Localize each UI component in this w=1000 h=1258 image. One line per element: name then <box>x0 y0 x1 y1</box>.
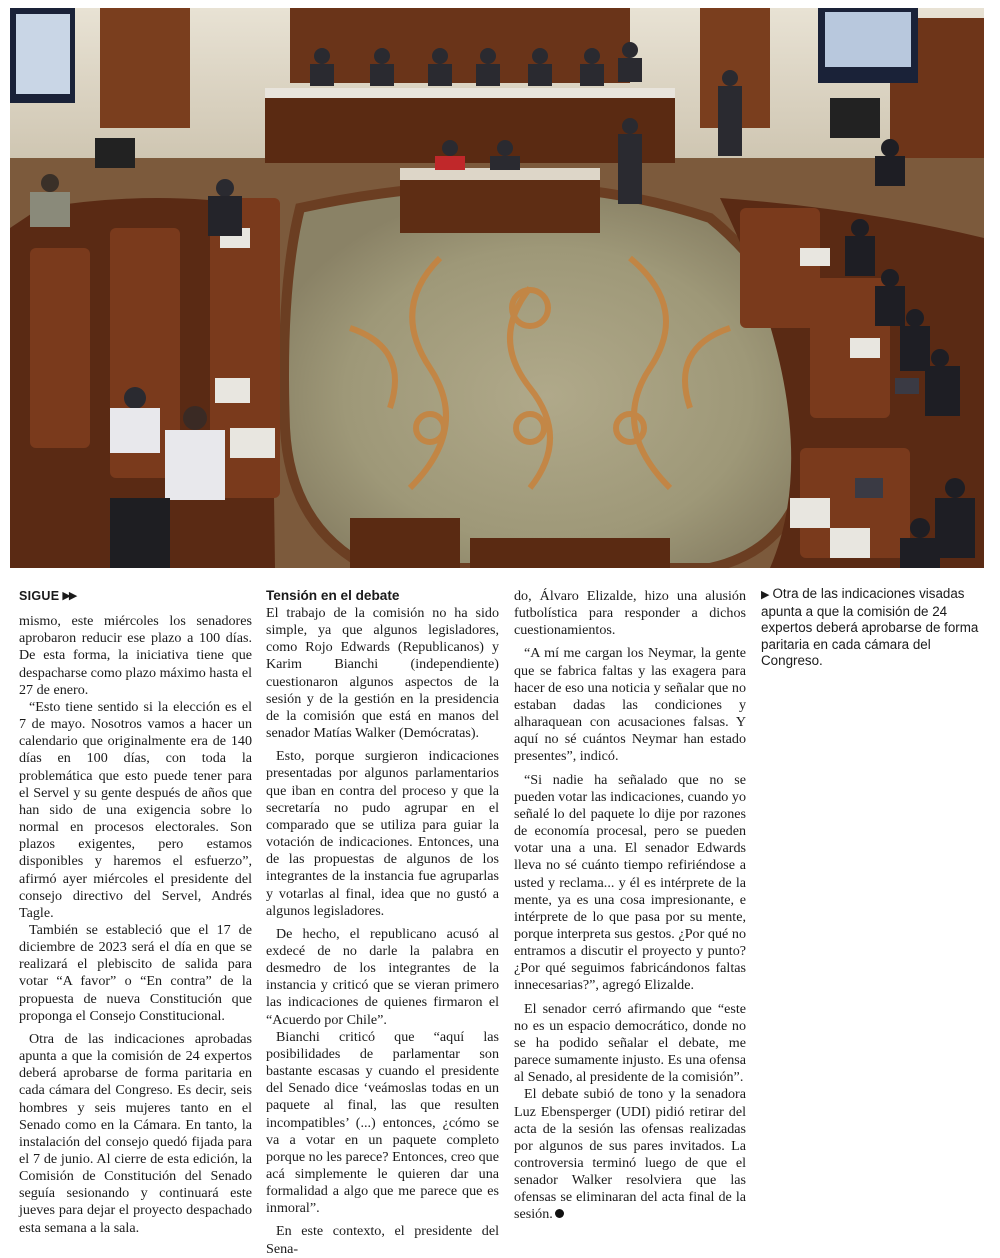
paragraph: mismo, este miércoles los senadores aprobaron reducir ese plazo a 100 días. De esta forma, la iniciativa tiene que despacharse como plazo máximo hasta el 27 de enero. <box>19 613 252 698</box>
paragraph: Esto, porque surgieron indicaciones presentadas por algunos parlamentarios que iban en contra del proceso y que la secretaría no pudo agrupar en el comparado que se utiliza para guiar la votación de indicaciones. Entonces, una de las propuestas de algunos de los integrantes de la instancia fue agruparlas y votarlas al final, idea que no gustó a algunos legisladores. <box>266 748 499 919</box>
paragraph: El trabajo de la comisión no ha sido simple, ya que algunos legisladores, como Rojo Edwards (Republicanos) y Karim Bianchi (independiente) cuestionaron algunos aspectos de la sesión y de la gestión en la presidencia de la comisión que está en manos del senador Matías Walker (Demócratas). <box>266 605 499 742</box>
column-3 <box>514 588 746 1224</box>
paragraph: Bianchi criticó que “aquí las posibilidades de parlamentar son bastante escasas y cuando el presidente del Senado dice ‘veámoslas todas en un paquete al final, las que resulten incompatibles’ (...) entonces, ¿cómo se va a votar en un paquete completo porque no les parece? Entonces, creo que acá simplemente le quieren dar una formalidad a algo que me parece que es inmoral”. <box>266 1028 499 1217</box>
paragraph: También se estableció que el 17 de diciembre de 2023 será el día en que se realizará el plebiscito de salida para votar “A favor” o “En contra” de la propuesta de nueva Constitución que proponga el Consejo Constitucional. <box>19 921 252 1024</box>
photo-caption <box>761 586 985 670</box>
paragraph: El senador cerró afirmando que “este no es un espacio democrático, donde no se ha podido señalar el debate, me parece sumamente injusto. Es una ofensa al Senado, al presidente de la comisión”. <box>514 1000 746 1086</box>
paragraph: “Si nadie ha señalado que no se pueden votar las indicaciones, cuando yo señalé lo del paquete lo dije por razones de economía procesal, pero se pueden votar una a una. El senador Edwards lleva no sé cuánto tiempo refiriéndose a usted y reclama... y él es intérprete de la mente, ya es una cosa impresionante, e intérprete de lo que pasa por su mente, porque interpreta sus gestos. ¿Por qué no entramos a discutir el proyecto y punto? ¿Por qué seguimos fabricándonos faltas innecesarias?”, agregó Elizalde. <box>514 771 746 994</box>
paragraph-final-text: El debate subió de tono y la senadora Luz Ebensperger (UDI) pidió retirar del acta de la sesión las ofensas realizadas por algunos de sus pares invitados. La controversia terminó luego de que el senador Walker resolviera que las ofensas se eliminaran del acta final de la sesión. <box>514 1086 746 1223</box>
column-1 <box>19 588 252 1237</box>
paragraph: Otra de las indicaciones aprobadas apunta a que la comisión de 24 expertos deberá aprobarse de forma paritaria en cada cámara del Congreso. Es decir, seis hombres y seis mujeres tanto en el Senado como en la Cámara. En tanto, la instalación del consejo quedó fijada para el 7 de junio. Al cierre de esta edición, la Comisión de Constitución del Senado seguía sesionando y continuará este jueves para dejar el proyecto despachado esta semana a la sala. <box>19 1030 252 1236</box>
end-of-article-icon <box>555 1209 564 1218</box>
paragraph: “A mí me cargan los Neymar, la gente que se fabrica faltas y las exagera para hacer de eso una noticia y señalar que no estaban dadas las condiciones y alharaquean con acusaciones falsas. Y aquí no sé cuántos Neymar han estado presentes”, indicó. <box>514 645 746 765</box>
caption-text: Otra de las indicaciones visadas apunta a que la comisión de 24 expertos deberá aprobarse de forma paritaria en cada cámara del Congreso. <box>761 586 979 669</box>
paragraph: do, Álvaro Elizalde, hizo una alusión futbolística para responder a dichos cuestionamientos. <box>514 588 746 639</box>
sigue-text: SIGUE <box>19 589 60 603</box>
paragraph: En este contexto, el presidente del Sena- <box>266 1223 499 1257</box>
sigue-label <box>19 588 252 605</box>
caption-triangle-icon: ▶ <box>761 589 770 601</box>
paragraph: De hecho, el republicano acusó al exdecé de no darle la palabra en desmedro de los integrantes de la instancia y criticó que se vieran primero las indicaciones de quienes firmaron el “Acuerdo por Chile”. <box>266 925 499 1028</box>
senate-chamber-photo <box>10 8 984 568</box>
section-subhead: Tensión en el debate <box>266 588 400 603</box>
column-2 <box>266 588 499 1258</box>
paragraph-final <box>514 1086 746 1223</box>
paragraph: “Esto tiene sentido si la elección es el 7 de mayo. Nosotros vamos a hacer un calendario que originalmente era de 140 días en 100 días, con toda la problemática que esto puede tener para el Servel y su gente después de años que han sido de una exigencia sobre lo normal en procesos electorales. Son plazos exigentes, pero estamos disponibles y haremos el esfuerzo”, afirmó ayer miércoles el presidente del consejo directivo del Servel, Andrés Tagle. <box>19 698 252 921</box>
double-arrow-icon: ▶▶ <box>62 590 76 602</box>
